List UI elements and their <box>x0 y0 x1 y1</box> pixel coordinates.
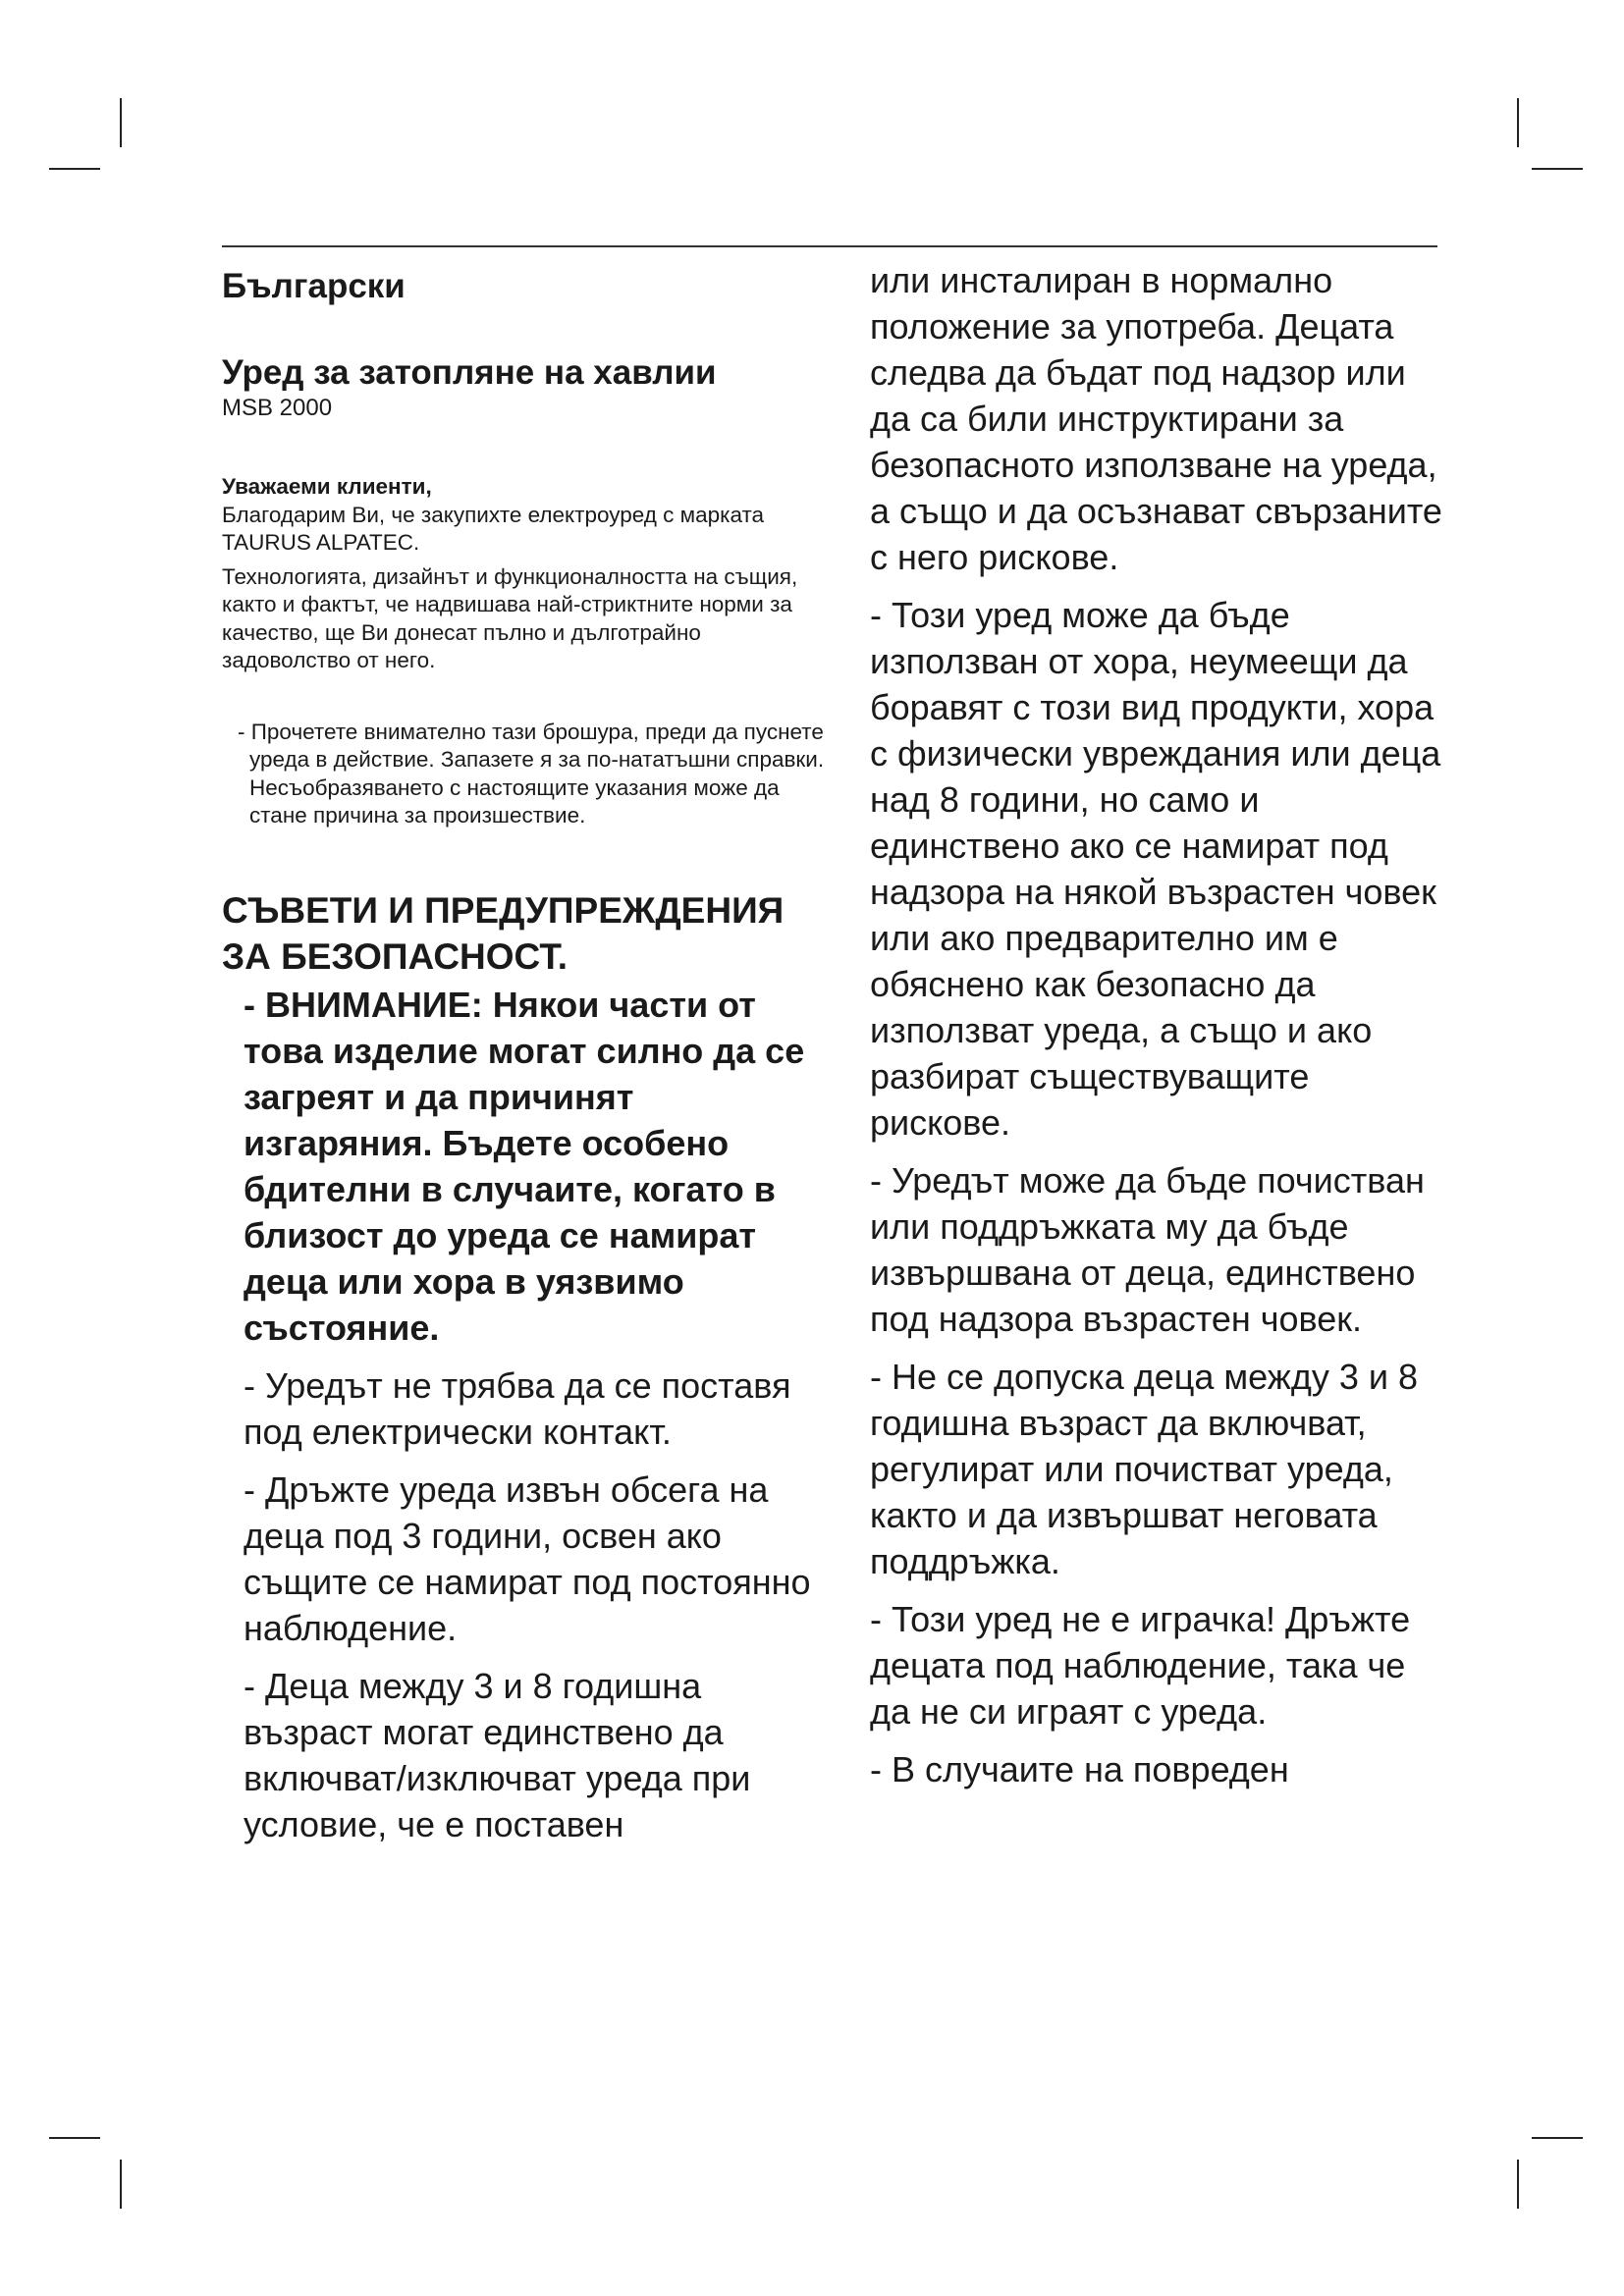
intro-block <box>222 473 831 675</box>
crop-mark <box>1532 168 1583 170</box>
warning-paragraph: - ВНИМАНИЕ: Някои части от това изделие могат силно да се загреят и да причинят изгаряния. Бъдете особено бдителни в случаите, когато в близост до уреда се намират деца или хора в уязвимо състояние. <box>244 984 805 1348</box>
intro-paragraph: Технологията, дизайнът и функционалността на същия, както и фактът, че надвишава най-стриктните норми за качество, ще Ви донесат пълно и дълготрайно задоволство от него. <box>222 563 798 672</box>
header-rule <box>222 245 1437 247</box>
right-column <box>870 257 1449 1792</box>
safety-item: - Уредът може да бъде почистван или поддръжката му да бъде извършвана от деца, единствено под надзора възрастен човек. <box>870 1160 1425 1339</box>
product-title: Уред за затопляне на хавлии <box>222 353 717 392</box>
safety-item: - Дръжте уреда извън обсега на деца под 3 години, освен ако същите се намират под постоянно наблюдение. <box>244 1468 811 1648</box>
continued-paragraph: или инсталиран в нормално положение за употреба. Децата следва да бъдат под надзор или да са били инструктирани за безопасното използване на уреда, а също и да осъзнават свързаните с него рискове. <box>870 260 1442 577</box>
left-column <box>222 257 831 1847</box>
crop-mark <box>1517 2160 1519 2209</box>
crop-mark <box>1532 2137 1583 2139</box>
greeting: Уважаеми клиенти, <box>222 474 432 499</box>
model-number: MSB 2000 <box>222 395 333 421</box>
intro-paragraph: Благодарим Ви, че закупихте електроуред с марката TAURUS ALPATEC. <box>222 502 765 555</box>
safety-item: - Този уред не е играчка! Дръжте децата под наблюдение, така че да не си играят с уреда. <box>870 1599 1411 1732</box>
safety-item: - Деца между 3 и 8 годишна възраст могат единствено да включват/изключват уреда при условие, че е поставен <box>244 1665 751 1844</box>
crop-mark <box>1517 98 1519 147</box>
crop-mark <box>120 98 122 147</box>
crop-mark <box>49 168 100 170</box>
read-instructions-note: - Прочетете внимателно тази брошура, преди да пуснете уреда в действие. Запазете я за по-нататъшни справки. Несъобразяването с настоящите указания може да стане причина за произшествие. <box>238 719 825 828</box>
crop-mark <box>120 2160 122 2209</box>
safety-item: - В случаите на повреден <box>870 1749 1289 1789</box>
safety-item: - Този уред може да бъде използван от хора, неумеещи да боравят с този вид продукти, хора с физически увреждания или деца над 8 години, но само и единствено ако се намират под надзора на някой възрастен човек или ако предварително им е обяснено как безопасно да използват уреда, а също и ако разбират съществуващите рискове. <box>870 595 1441 1143</box>
language-heading: Български <box>222 267 406 305</box>
crop-mark <box>49 2137 100 2139</box>
safety-item: - Уредът не трябва да се поставя под електрически контакт. <box>244 1364 791 1452</box>
safety-item: - Не се допуска деца между 3 и 8 годишна възраст да включват, регулират или почистват уреда, както и да извършват неговата поддръжка. <box>870 1357 1418 1581</box>
safety-heading: СЪВЕТИ И ПРЕДУПРЕЖДЕНИЯ ЗА БЕЗОПАСНОСТ. <box>222 889 785 977</box>
